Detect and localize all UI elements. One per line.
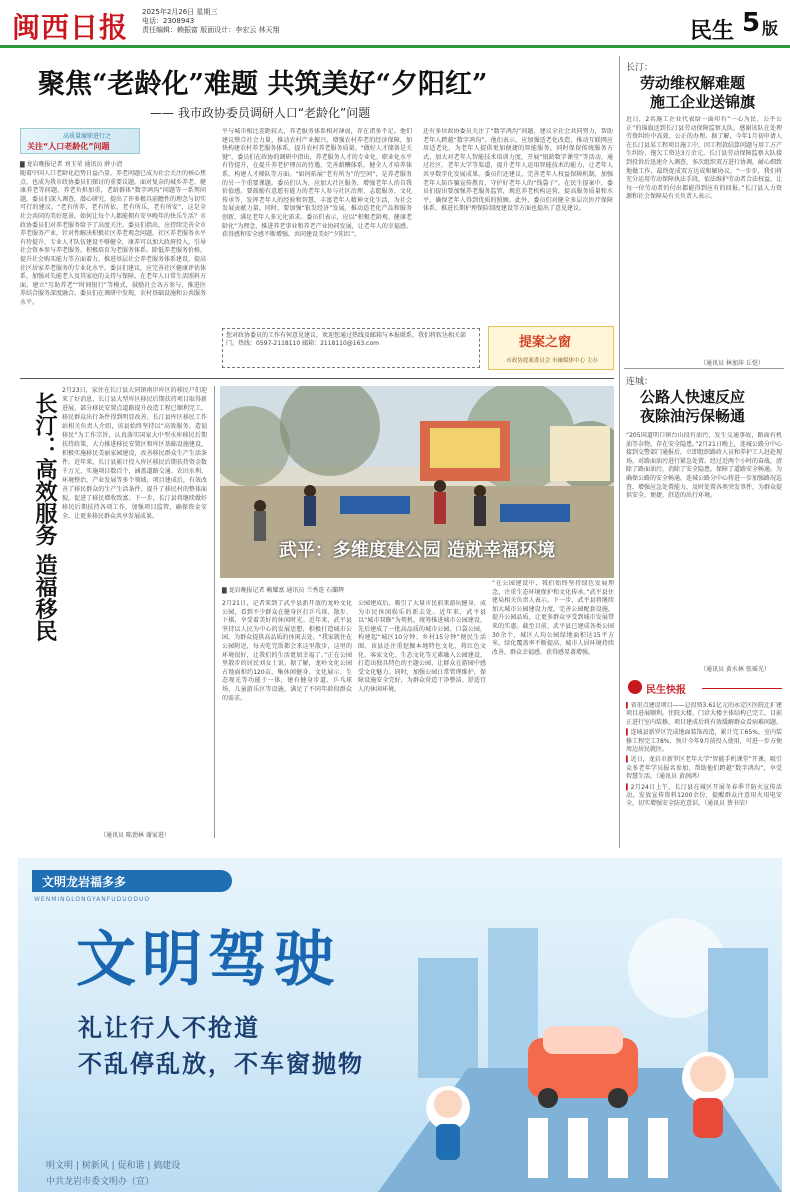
wuping-column-3: “在公园建设中，我们始终坚持绿色发展理念，注重生态环境保护和文化传承。”武平县住建局相关负责人表示。下一步，武平县将继续加大城市公园建设力度，完善公园配套设施，提升公园品质，让更多群众享受到城市发展带来的实惠。截至目前，武平县已建成各类公园30余个，城区人均公园绿地面积达15平方米，绿化覆盖率不断提高，城市人居环境持续改善，群众幸福感、获得感显著增强。 <box>492 580 614 656</box>
lead-rule <box>20 378 614 379</box>
quick-news-item: ▍连城县新罗区完成地面装饰改造，累计完工65%，室内装修工程完工78%，预计今年9月前投入使用，可进一步方便周边居民就医。 <box>626 729 782 754</box>
lead-byline: ▇ 龙岩晚报记者 刘玉荣 通讯员 薛小清 <box>20 161 123 168</box>
labor-headline-line2: 施工企业送锦旗 <box>650 93 756 111</box>
changting-byline: （通讯员 陈劲林 谢家进） <box>100 832 170 839</box>
wuping-headline: 武平：多维度建公园 造就幸福环境 <box>278 540 556 561</box>
ad-title: 文明驾驶 <box>76 925 340 995</box>
quick-news-title: 民生快报 <box>646 685 686 696</box>
proposal-sponsor: 市政协提案委员会 市融媒体中心 主办 <box>506 358 598 364</box>
lead-headline: 聚焦“老龄化”难题 共筑美好“夕阳红” <box>38 69 488 100</box>
right-column-divider <box>619 56 620 848</box>
lead-subheadline: —— 我市政协委员调研人口“老龄化”问题 <box>150 106 371 120</box>
lead-image-caption: 关注“人口老龄化”问题 <box>27 142 110 151</box>
labor-headline <box>640 74 755 112</box>
ad-eyebrow: 文明龙岩福多多 <box>42 875 127 889</box>
liancheng-kicker: 连城： <box>626 377 654 387</box>
road-byline: （通讯员 黄水林 张瑶光） <box>700 666 770 673</box>
newspaper-logo: 闽西日报 <box>12 11 129 44</box>
ad-sponsor: 中共龙岩市委文明办（宣） <box>46 1177 155 1187</box>
ad-eyebrow-pinyin: WENMINGLONGYANFUDUODUO <box>34 896 151 903</box>
quick-news-icon <box>628 680 642 694</box>
civility-ad <box>18 858 782 1192</box>
issue-date: 2025年2月26日 星期三 <box>142 8 218 16</box>
lead-image-banner: 高质量履职进行之 <box>63 133 112 140</box>
road-headline-line1: 公路人快速反应 <box>640 388 746 406</box>
ad-slogan-1: 礼让行人不抢道 <box>78 1014 260 1042</box>
proposal-tag: 提案之窗 <box>519 335 572 350</box>
quick-news-item: ▍省重点建设项目——总投资3.61亿元的永定区医院迁扩建项目进展顺利。住院大楼、门诊大楼主体结构已完工，目前正进行室内装修，项目建成后将有效缓解群众看病难问题。 <box>626 702 782 726</box>
wuping-column-1: 2月21日，记者来到了武平县新开放的龙岭文化公园，看到不少群众在健身区打乒乓球、散步、下棋，享受着美好的休闲时光。近年来，武平县坚持以人民为中心的发展思想，积极打造城市公园，为群众提供高品质的休闲去处。“我家就住在公园附近，每天吃完饭都会来这里散步，这里的环境很好，让我们的生活更加幸福了。”正在公园里散步的居民刘女士说。据了解，龙岭文化公园占地面积约120亩，集休闲健身、文化展示、生态观光等功能于一体，建有健身步道、乒乓球场、儿童游乐区等设施，满足了不同年龄段群众的需求。 <box>222 600 352 702</box>
road-headline-line2: 夜除油污保畅通 <box>640 407 746 425</box>
park-photo <box>220 386 614 578</box>
quick-news-header <box>626 678 782 698</box>
ad-slogan-2: 不乱停乱放，不车窗抛物 <box>78 1050 364 1078</box>
phone: 电话：2308943 <box>142 17 195 25</box>
masthead-info <box>142 8 279 35</box>
story-divider <box>214 386 215 838</box>
editors: 责任编辑：赖振富 版面设计：李宏云 林天翔 <box>142 26 280 34</box>
lead-column-3: 还有多位政协委员关注了“数字鸿沟”问题，建议全社会共同努力，帮助老年人跨越“数字鸿沟”。他们表示，应加强适老化改造，推动互联网应用适老化，为老年人提供更加便捷的智能服务，同时保留传统服务方式。加大对老年人智能技术培训力度，开展“银龄数字课堂”等活动，通过社区、老年大学等渠道，提升老年人运用智能技术的能力，让老年人共享数字化发展成果。委员们还建议，完善老年人权益保障机制，加强老年人防诈骗宣传教育，守护好老年人的“钱袋子”。在民生提案中，委员们提出要加强养老服务监管，规范养老机构运营，提高服务质量和水平，确保老年人得到优质的照顾。此外，委员们对健全多层次医疗保障体系、推进长期护理保险制度建设等方面也提出了意见建议。 <box>423 128 613 213</box>
right-rule-1 <box>624 368 784 369</box>
changting-headline: 长汀：高效服务 造福移民 <box>32 392 58 642</box>
road-headline <box>640 388 745 426</box>
page-number: 5 <box>742 8 761 38</box>
lead-column-2: 平与城市相比差距较大，养老服务体系相对薄弱，存在诸多不足。他们建议整合社会力量，推动农村产业振兴，增强农村养老的经济保障，加快构建农村养老服务体系，提升农村养老服务质量。“做好人才储备是关键”，委员们在政协的调研中指出，养老服务人才的专业化、职业化水平有待提升，在提升养老护理员的待遇，完善薪酬体系，健全人才培养体系，构建人才梯队等方面。“如何拓展“老有所为”的空间”，是养老服务的另一个重要课题。委员们认为，应加大社区服务，增强老年人的自我价值感。要鼓励有意愿有能力的老年人参与社区治理、志愿服务、文化传承等，发挥老年人的经验和智慧，丰富老年人精神文化生活，为社会发展贡献力量。同时，要加强“银发经济”发展，推动适老化产品和服务创新，满足老年人多元化需求。委员们表示，应以“积极老龄观、健康老龄化”为理念，推进养老事业和养老产业协同发展，让老年人的幸福感、获得感和安全感不断增强，共同建设美好“夕阳红”。 <box>222 128 412 239</box>
labor-byline: （通讯员 林加萍 丘恺） <box>700 360 764 367</box>
quick-news-item: ▍近日，龙岩市新罗区老年大学“智能手机课堂”开课，吸引众多老年学员报名参加，帮助他们跨越“数字鸿沟”，享受智慧生活。（通讯员 黄润鸿） <box>626 756 782 781</box>
quick-news-rule <box>702 688 782 689</box>
wuping-column-2: 公园建成后，吸引了大量市民前来游玩健身，成为市民休闲娱乐的新去处。近年来，武平县以“城市双修”为契机，统筹推进城市公园建设，先后建成了一批高品质的城市公园、口袋公园，构建起“城区10分钟、乡村15分钟”便民生活圈。该县还注重挖掘本地特色文化，将红色文化、客家文化、生态文化等元素融入公园建设，打造出独具特色的主题公园，让群众在游园中感受文化魅力。同时，加强公园日常管理维护，保障设施安全完好，为群众营造干净整洁、舒适宜人的休闲环境。 <box>358 600 486 693</box>
wuping-byline: ▇ 龙岩晚报记者 赖耀富 通讯员 兰秀连 石蘭辉 <box>222 587 345 594</box>
labor-body: 近日，2名施工企业代表给一面印有“一心为民、公平公正”的锦旗送到长汀县劳动保障监察大队，感谢该队在处理劳资纠纷中高效、公正的办理。据了解，今年1月初申请人在长汀县某工程项目施工中，因工程款结算问题与用工方产生纠纷，拖欠工资达3万余元。长汀县劳动保障监察大队接到投诉后迅速介入调查，多次组织双方进行协调，耐心细致地做工作，最终促成双方达成和解协议。“一步步，我们将充分运用劳动保障执法手段，依法维护劳动者合法权益，让每一位劳动者的付出都能得到应有的回报。”长汀县人力资源和社会保障局有关负责人表示。 <box>626 116 782 201</box>
quick-news-list <box>626 702 782 848</box>
ad-eyebrow-box <box>32 870 232 892</box>
ad-tags: 明文明 | 树新风 | 促和谐 | 搞建设 <box>46 1161 181 1171</box>
quick-news-item: ▍2月24日上午，长汀县在城区开展冬春季节防火宣传活动，发放宣传资料1200余份，提醒群众注意用火用电安全，切实增强安全防范意识。（通讯员 蔡书荣） <box>626 783 782 808</box>
road-body: “205国道明口镇台山段有油污，发生交通事故，路面有机油等杂物，存在安全隐患。”2月21日晚上，连城公路分中心接到交警部门通报后，立即组织路政人员和养护工人赶赴现场，对路面油污进行紧急处置。经过近两个小时的奋战，清除了路面油污，消除了安全隐患，保障了道路安全畅通。为确保公路的安全畅通，连城公路分中心将进一步加强路况巡查，增强应急处置能力，及时处置各类突发事件，为群众提供安全、便捷、舒适的出行环境。 <box>626 432 782 500</box>
masthead-rule <box>0 45 790 48</box>
lead-column-1: 随着中国人口老龄化趋势日益凸显，养老问题已成为社会关注的核心焦点，也成为我市政协委员们探讨的重要议题。面对复杂的城乡养老、健康养老等问题，养老负担加重，老龄群体“数字鸿沟”问题等一系列问题，委员们深入调查，潜心研究，提出了许多极具前瞻性的理念与切实可行的建议。“老有所养，老有所依，老有所乐，老有所安”，这是全社会共同的美好愿景。如何让每个人都能拥有安享晚年的快乐生活？市政协委员们对养老服务给予了高度关注。委员们指出，应持续完善全市养老服务产业，针对性解决积极社区养老观念问题，社区养老服务水平有待提升，专业人才队伍建设不够健全，康养可以加大政府投入，引导社会资本参与养老服务，积极培育为老服务体系。除低养老服务价格，提升社会购买能力等方面着力，推进基层社会养老服务体系建设，提高社区居家养老服务的专业化水平。委员们建议，应完善社区健康评估体系，加强对失能老人及其家庭的支持与保障。在老年人日常生活照料方面，建立“互助养老”“时间银行”等模式，鼓励社会各方参与，推进医养结合服务深度融合。委员们在调研中发现，农村基础设施和公共服务水平。 <box>20 170 206 306</box>
page-unit: 版 <box>762 19 779 38</box>
section-name: 民生 <box>690 19 735 44</box>
labor-headline-line1: 劳动维权解难题 <box>640 74 746 92</box>
ad-illustration <box>378 898 782 1192</box>
proposal-window <box>488 326 614 370</box>
contact-notice: 您对政协委员的工作有何意见建议，欢迎您通过热线及邮箱与本报联系，我们将转达相关部门。热线：0597-2118110 邮箱：2118110@163.com <box>222 328 480 368</box>
changting-labor-kicker: 长汀： <box>626 63 654 73</box>
masthead <box>0 0 790 52</box>
changting-body: 2月23日，家住在长汀县大同镇南岸库区的移民户们迎来了好消息，长汀县大型库区移民后期扶持项目取得新进展，部分移民安置点道路提升改造工程已顺利完工，移民群众出行条件得到明显改善。长汀县库区移民工作站相关负责人介绍，该县始终坚持以“高效服务、造福移民”为工作宗旨，认真落实国家大中型水库移民后期扶持政策，大力推进移民安置区和库区基础设施建设，积极实施移民美丽家园建设，改善移民群众生产生活条件。近年来，长汀县累计投入库区移民后期扶持资金数千万元，实施项目数百个，涵盖道路交通、农田水利、环境整治、产业发展等多个领域。项目建成后，有效改善了移民群众的生产生活条件，提升了移民村的整体面貌，促进了移民增收致富。下一步，长汀县将继续做好移民后期扶持各项工作，加强项目监管，确保资金安全，让更多移民群众共享发展成果。 <box>62 387 207 520</box>
lead-image <box>20 128 140 154</box>
